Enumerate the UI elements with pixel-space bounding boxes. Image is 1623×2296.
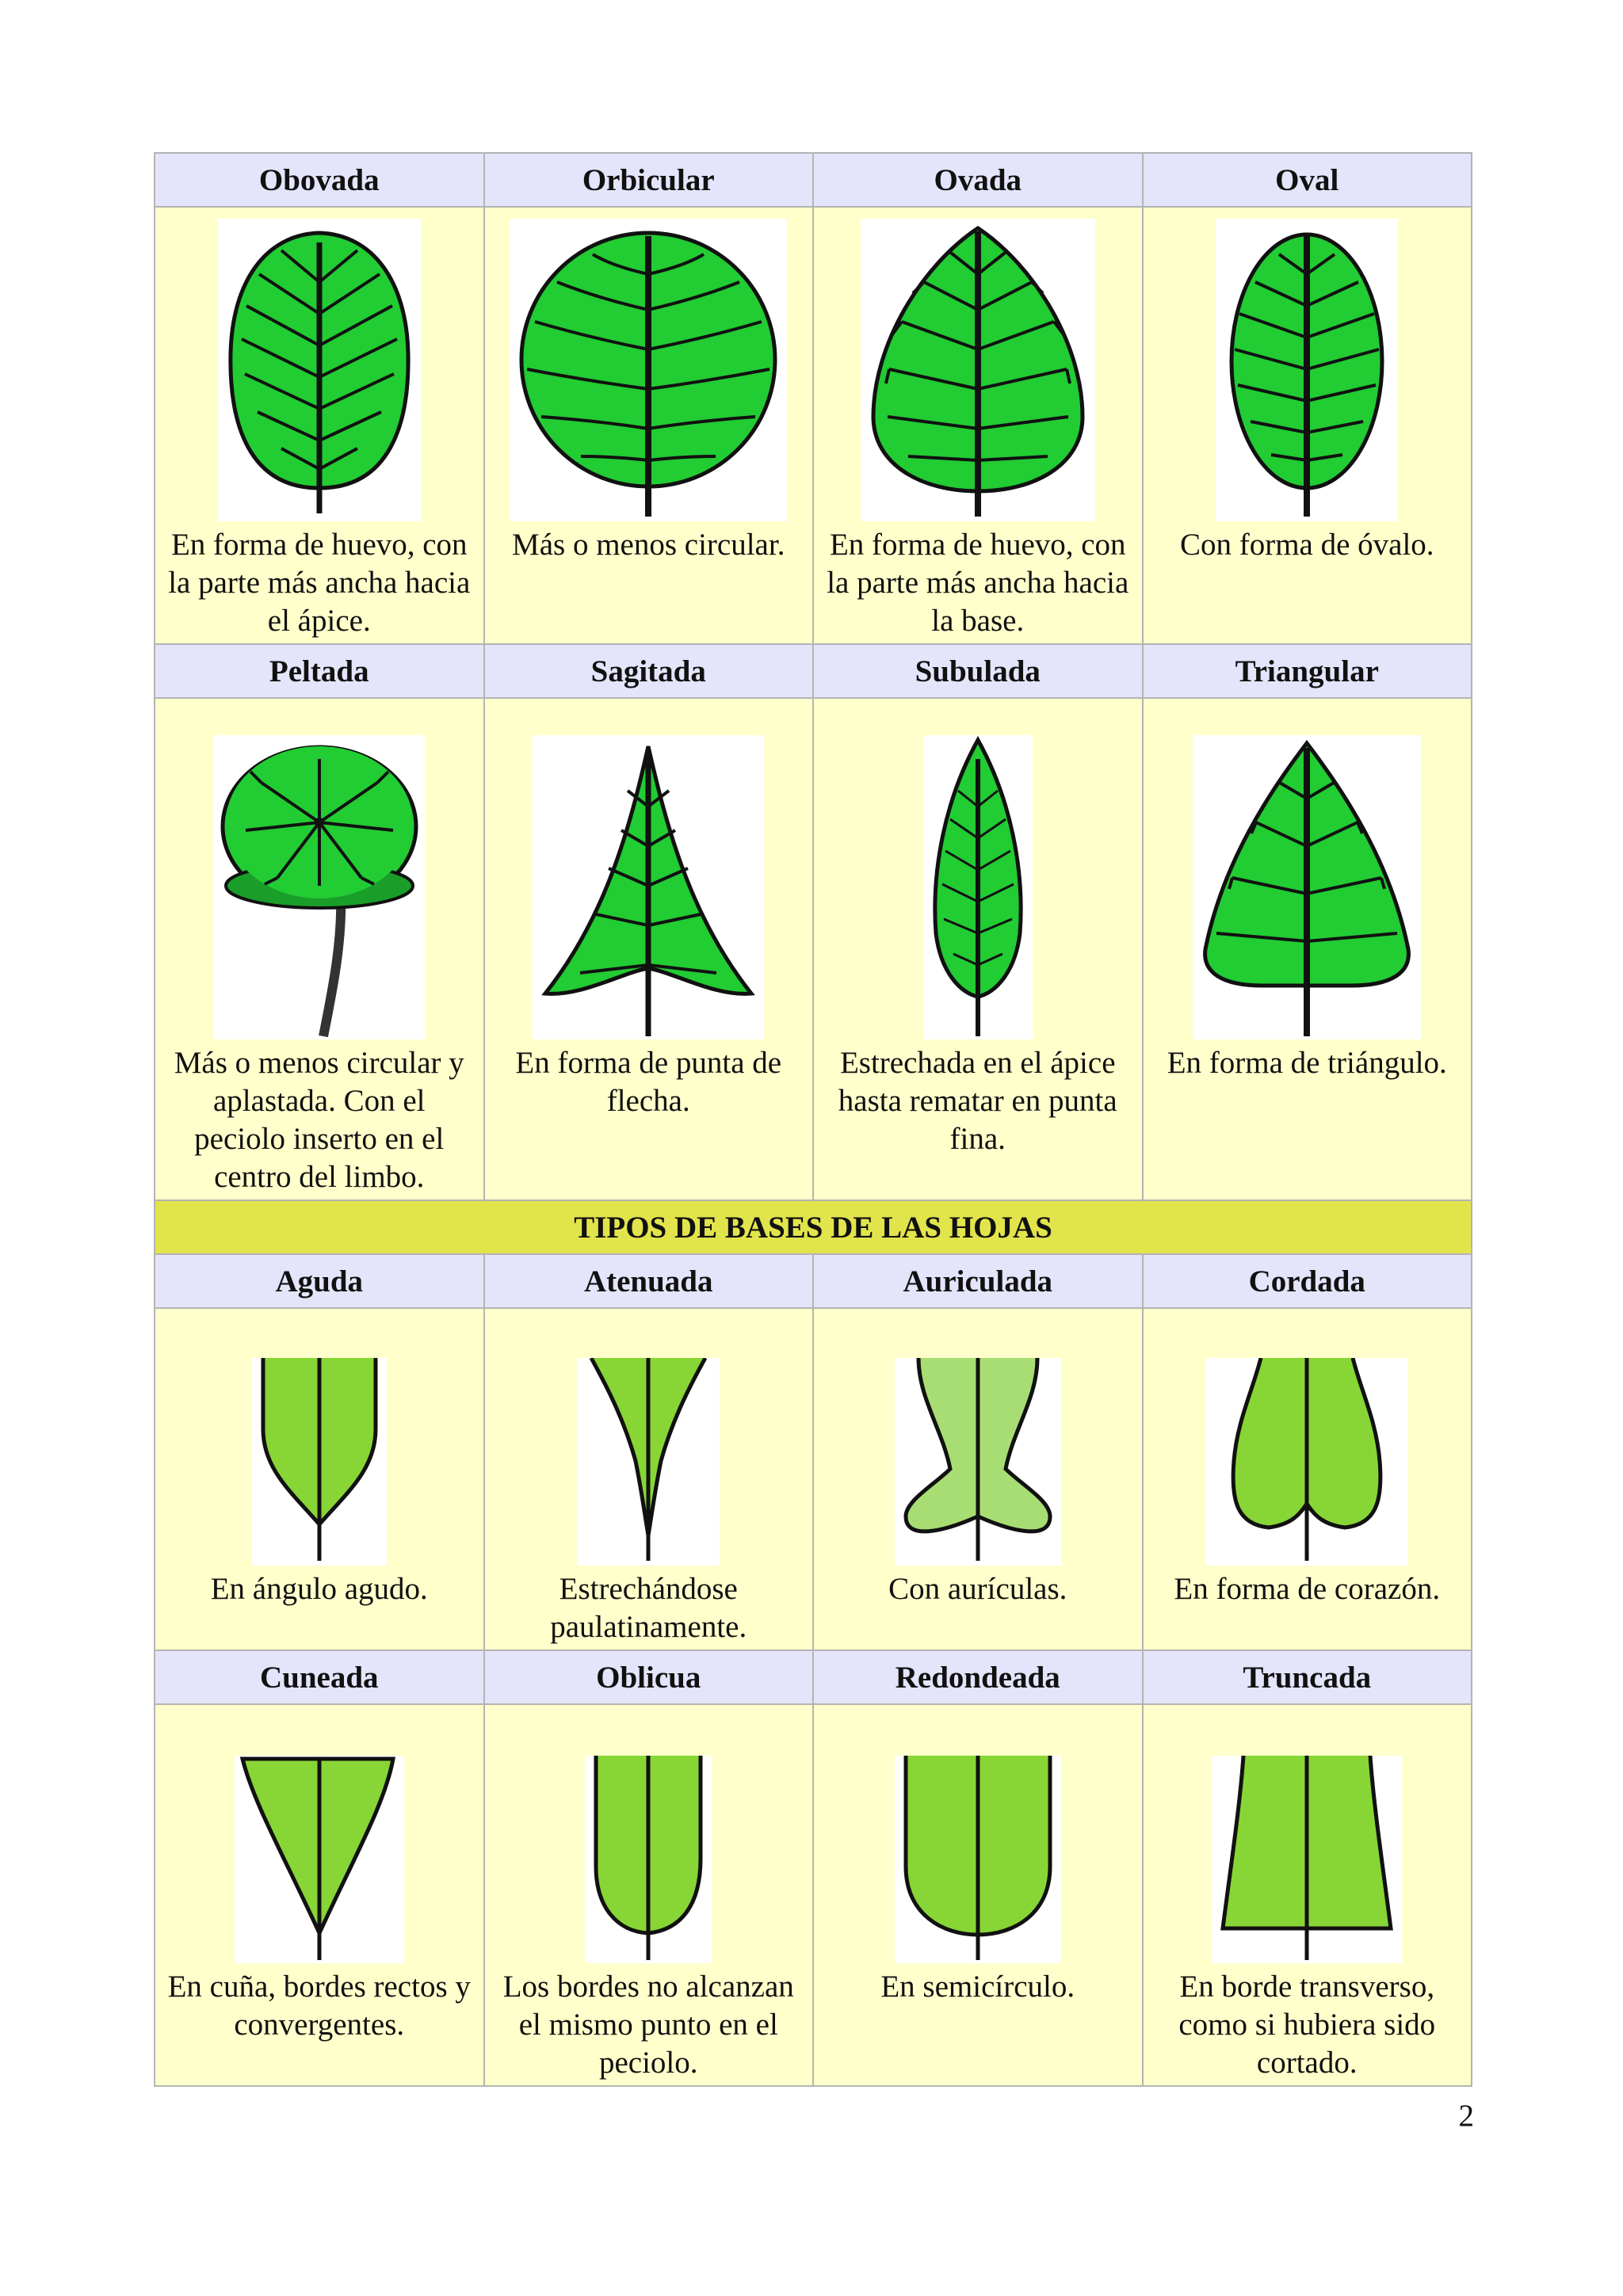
header-cell: Truncada <box>1143 1650 1472 1704</box>
header-cell: Peltada <box>155 644 484 698</box>
acute-base-icon <box>252 1358 387 1566</box>
description: En forma de huevo, con la parte más ancha hacia el ápice. <box>168 528 471 638</box>
leaf-cell <box>813 698 1143 1200</box>
description: En cuña, bordes rectos y convergentes. <box>167 1970 471 2042</box>
header-cell: Aguda <box>155 1254 484 1308</box>
header-cell: Oblicua <box>484 1650 814 1704</box>
image-area <box>155 208 483 521</box>
orbicular-leaf-icon <box>510 219 787 521</box>
image-area <box>814 1705 1142 1963</box>
image-area <box>155 699 483 1039</box>
header-cell: Redondeada <box>813 1650 1143 1704</box>
image-area <box>1144 1705 1472 1963</box>
header-cell: Sagitada <box>484 644 814 698</box>
description: En forma de punta de flecha. <box>515 1046 782 1118</box>
header-cell: Obovada <box>155 153 484 207</box>
peltate-leaf-icon <box>214 735 425 1039</box>
leaf-cell <box>155 1704 484 2086</box>
leaf-cell <box>1143 698 1472 1200</box>
header-cell: Cuneada <box>155 1650 484 1704</box>
header-cell: Subulada <box>813 644 1143 698</box>
cordate-base-icon <box>1205 1358 1408 1566</box>
header-cell: Atenuada <box>484 1254 814 1308</box>
header-row <box>155 153 1472 207</box>
description: En forma de huevo, con la parte más ancha hacia la base. <box>827 528 1129 638</box>
leaf-cell <box>484 1704 814 2086</box>
illustration-row <box>155 1704 1472 2086</box>
leaf-cell <box>155 1308 484 1650</box>
leaf-cell <box>484 207 814 644</box>
illustration-row <box>155 207 1472 644</box>
truncate-base-icon <box>1212 1756 1402 1963</box>
description: Con forma de óvalo. <box>1179 528 1434 562</box>
header-cell: Oval <box>1143 153 1472 207</box>
illustration-row <box>155 698 1472 1200</box>
leaf-cell <box>813 1704 1143 2086</box>
image-area <box>155 1705 483 1963</box>
image-area <box>814 208 1142 521</box>
description: Los bordes no alcanzan el mismo punto en el peciolo. <box>502 1970 794 2080</box>
leaf-cell <box>484 698 814 1200</box>
image-area <box>1144 1309 1472 1566</box>
header-cell: Ovada <box>813 153 1143 207</box>
image-area <box>485 699 813 1039</box>
header-row <box>155 1650 1472 1704</box>
image-area <box>485 1705 813 1963</box>
header-cell: Triangular <box>1143 644 1472 698</box>
illustration-row <box>155 1308 1472 1650</box>
obovate-leaf-icon <box>218 219 421 521</box>
header-cell: Auriculada <box>813 1254 1143 1308</box>
image-area <box>814 1309 1142 1566</box>
image-area <box>814 699 1142 1039</box>
header-row <box>155 1254 1472 1308</box>
image-area <box>1144 208 1472 521</box>
image-area <box>485 208 813 521</box>
oblique-base-icon <box>585 1756 712 1963</box>
section-title: TIPOS DE BASES DE LAS HOJAS <box>155 1200 1472 1254</box>
description: En borde transverso, como si hubiera sido cortado. <box>1178 1970 1436 2080</box>
description: En forma de triángulo. <box>1167 1046 1447 1080</box>
leaf-cell <box>1143 1308 1472 1650</box>
description: Estrechándose paulatinamente. <box>550 1572 747 1644</box>
description: En forma de corazón. <box>1174 1572 1441 1606</box>
rounded-base-icon <box>895 1756 1061 1963</box>
image-area <box>485 1309 813 1566</box>
leaf-cell <box>1143 1704 1472 2086</box>
image-area <box>155 1309 483 1566</box>
leaf-cell <box>155 698 484 1200</box>
description: Con aurículas. <box>888 1572 1067 1606</box>
header-cell: Orbicular <box>484 153 814 207</box>
auriculate-base-icon <box>895 1358 1061 1566</box>
description: Más o menos circular. <box>512 528 785 562</box>
image-area <box>1144 699 1472 1039</box>
description: En ángulo agudo. <box>210 1572 428 1606</box>
leaf-cell <box>1143 207 1472 644</box>
subulate-leaf-icon <box>923 735 1033 1039</box>
triangular-leaf-icon <box>1193 735 1421 1039</box>
cuneate-base-icon <box>235 1756 404 1963</box>
leaf-cell <box>155 207 484 644</box>
description: Más o menos circular y aplastada. Con el peciolo inserto en el centro del limbo. <box>174 1046 464 1194</box>
section-row <box>155 1200 1472 1254</box>
sagittate-leaf-icon <box>533 735 764 1039</box>
leaf-cell <box>813 1308 1143 1650</box>
description: Estrechada en el ápice hasta rematar en punta fina. <box>838 1046 1117 1156</box>
leaf-cell <box>484 1308 814 1650</box>
header-cell: Cordada <box>1143 1254 1472 1308</box>
description: En semicírculo. <box>880 1970 1075 2004</box>
oval-leaf-icon <box>1216 219 1398 521</box>
leaf-shapes-table <box>154 152 1472 2087</box>
leaf-cell <box>813 207 1143 644</box>
header-row <box>155 644 1472 698</box>
ovate-leaf-icon <box>861 219 1095 521</box>
attenuate-base-icon <box>577 1358 720 1566</box>
page-number: 2 <box>1458 2099 1474 2133</box>
